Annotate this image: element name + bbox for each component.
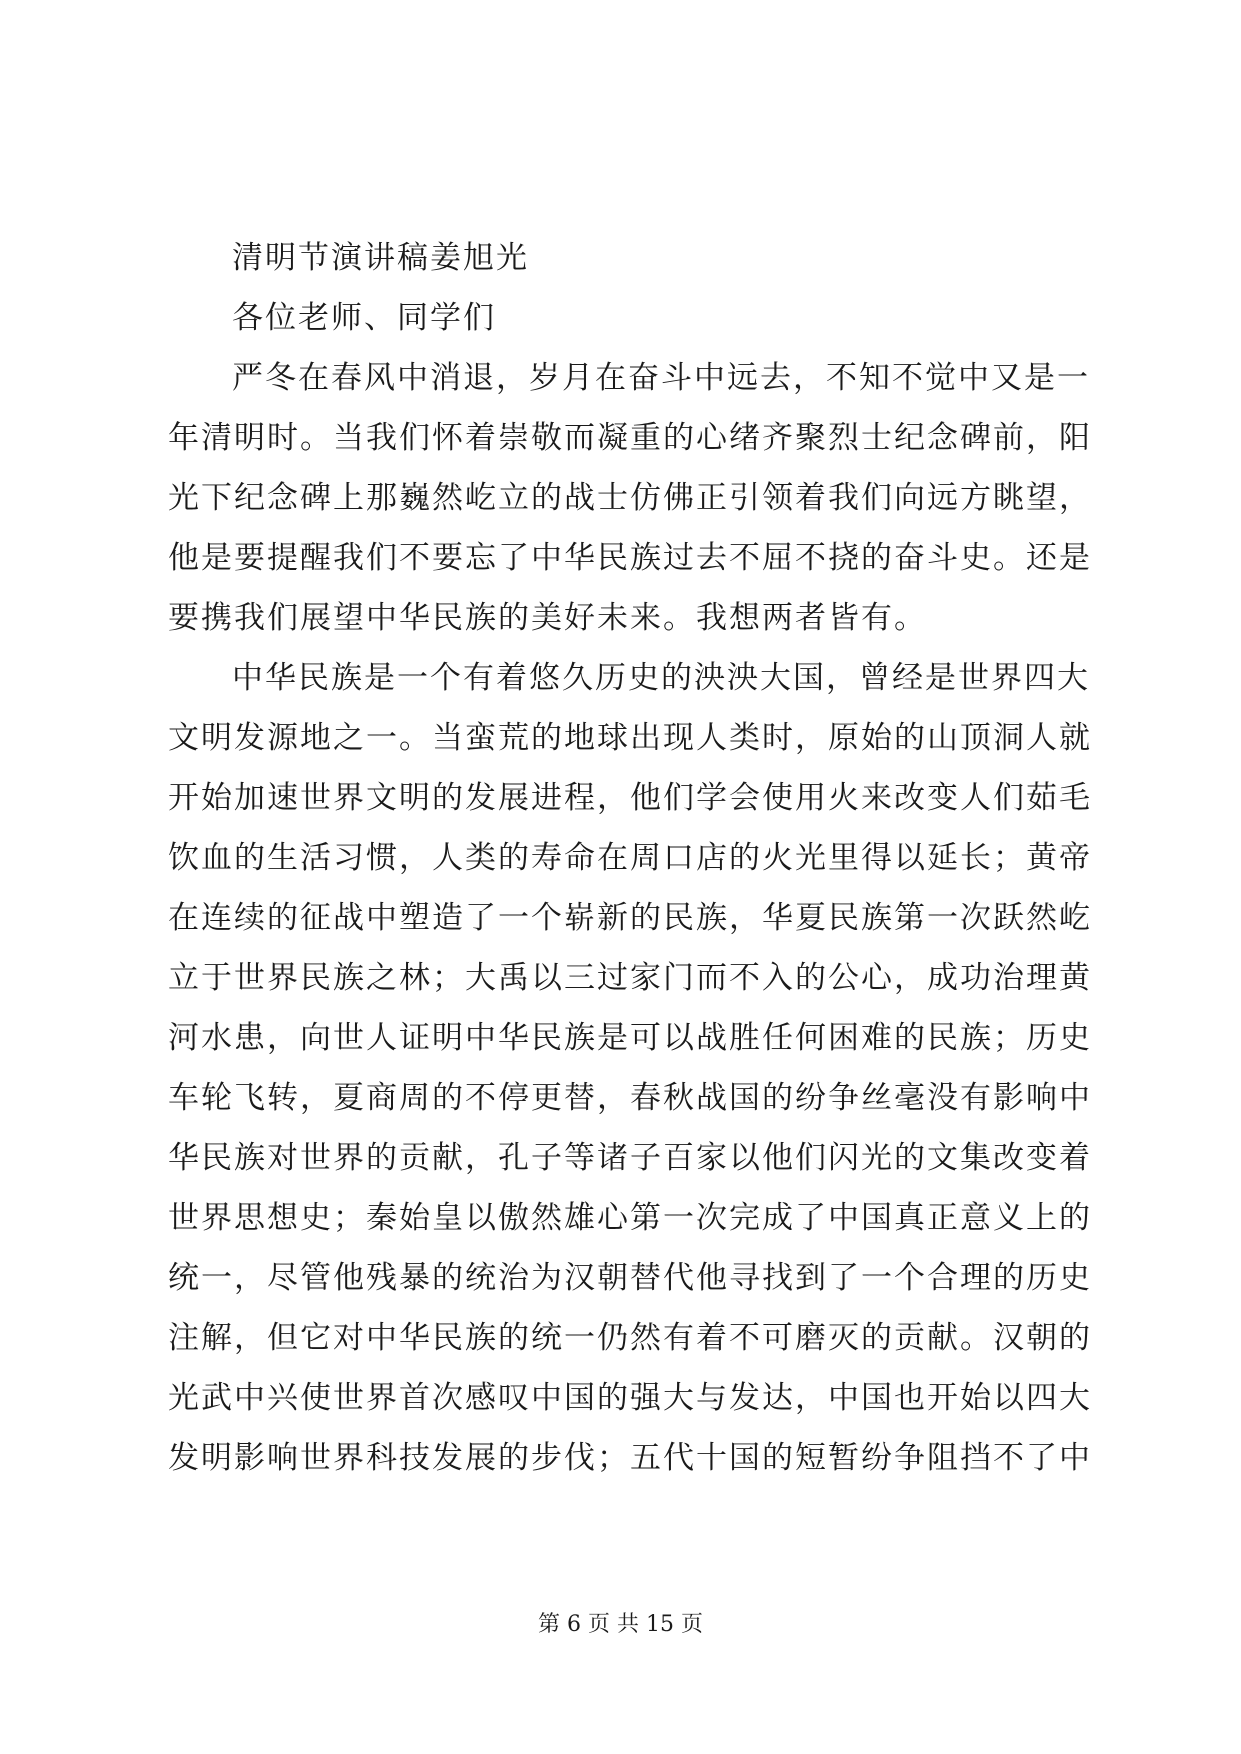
document-title: 清明节演讲稿姜旭光 bbox=[232, 240, 529, 276]
paragraph-2-line: 文明发源地之一。当蛮荒的地球出现人类时，原始的山顶洞人就 bbox=[168, 720, 1092, 756]
paragraph-1-line: 他是要提醒我们不要忘了中华民族过去不屈不挠的奋斗史。还是 bbox=[168, 540, 1092, 576]
paragraph-2-line: 华民族对世界的贡献，孔子等诸子百家以他们闪光的文集改变着 bbox=[168, 1140, 1092, 1176]
paragraph-1-line: 年清明时。当我们怀着崇敬而凝重的心绪齐聚烈士纪念碑前，阳 bbox=[168, 420, 1092, 456]
paragraph-1-line: 要携我们展望中华民族的美好未来。我想两者皆有。 bbox=[168, 600, 927, 636]
paragraph-2-line: 注解，但它对中华民族的统一仍然有着不可磨灭的贡献。汉朝的 bbox=[168, 1320, 1092, 1356]
paragraph-1-line: 光下纪念碑上那巍然屹立的战士仿佛正引领着我们向远方眺望， bbox=[168, 480, 1092, 516]
paragraph-2-line: 立于世界民族之林；大禹以三过家门而不入的公心，成功治理黄 bbox=[168, 960, 1092, 996]
page-number-footer: 第 6 页 共 15 页 bbox=[538, 1612, 703, 1637]
paragraph-2-line: 饮血的生活习惯，人类的寿命在周口店的火光里得以延长；黄帝 bbox=[168, 840, 1092, 876]
paragraph-2-line: 光武中兴使世界首次感叹中国的强大与发达，中国也开始以四大 bbox=[168, 1380, 1092, 1416]
paragraph-2-line: 开始加速世界文明的发展进程，他们学会使用火来改变人们茹毛 bbox=[168, 780, 1092, 816]
paragraph-2-line: 中华民族是一个有着悠久历史的泱泱大国，曾经是世界四大 bbox=[232, 660, 1090, 696]
paragraph-2-line: 在连续的征战中塑造了一个崭新的民族，华夏民族第一次跃然屹 bbox=[168, 900, 1092, 936]
paragraph-2-line: 世界思想史；秦始皇以傲然雄心第一次完成了中国真正意义上的 bbox=[168, 1200, 1092, 1236]
greeting: 各位老师、同学们 bbox=[232, 300, 496, 336]
paragraph-2-line: 河水患，向世人证明中华民族是可以战胜任何困难的民族；历史 bbox=[168, 1020, 1092, 1056]
paragraph-2-line: 统一，尽管他残暴的统治为汉朝替代他寻找到了一个合理的历史 bbox=[168, 1260, 1092, 1296]
paragraph-2-line: 车轮飞转，夏商周的不停更替，春秋战国的纷争丝毫没有影响中 bbox=[168, 1080, 1092, 1116]
paragraph-1-line: 严冬在春风中消退，岁月在奋斗中远去，不知不觉中又是一 bbox=[232, 360, 1090, 396]
paragraph-2-line: 发明影响世界科技发展的步伐；五代十国的短暂纷争阻挡不了中 bbox=[168, 1440, 1092, 1476]
